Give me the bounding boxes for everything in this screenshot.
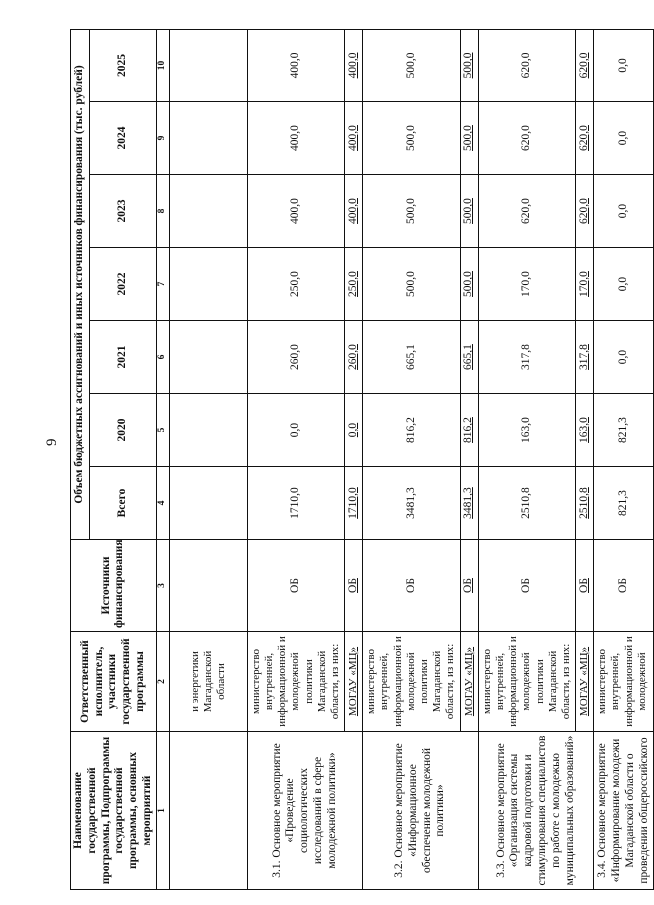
row-source: ОБ [478,540,575,632]
column-number: 2 [156,632,169,732]
page-number: 9 [44,438,60,446]
row-sub-value: 500,0 [460,248,478,321]
row-sub-responsible: МОГАУ «МЦ» [460,632,478,732]
column-number: 10 [156,29,169,101]
row-value: 0,0 [594,248,654,321]
row-value: 0,0 [594,321,654,394]
row-sub-value: 250,0 [345,248,363,321]
row-value: 0,0 [247,394,344,467]
row-sub-value: 1710,0 [345,467,363,540]
column-number: 7 [156,248,169,321]
header-col-responsible: Ответственный исполнитель, участники государственной программы [71,632,157,732]
row-value [169,321,247,394]
row-responsible: министерство внутренней, информационной и молодежной политики Магаданской области, из них: [478,632,575,732]
row-sub-value: 317,8 [576,321,594,394]
column-number: 8 [156,175,169,248]
row-value: 3481,3 [363,467,460,540]
row-value: 620,0 [478,175,575,248]
header-funding-title: Объем бюджетных ассигнований и иных источников финансирования (тыс. рублей) [71,29,90,539]
row-value: 400,0 [247,29,344,101]
row-sub-value: 500,0 [460,29,478,101]
row-sub-source: ОБ [460,540,478,632]
row-value: 620,0 [478,29,575,101]
row-value [169,102,247,175]
row-value: 0,0 [594,29,654,101]
row-sub-value: 3481,3 [460,467,478,540]
row-responsible: министерство внутренней, информационной и молодежной политики Магаданской области, из них: [363,632,460,732]
row-sub-source: ОБ [345,540,363,632]
row-value [169,467,247,540]
header-year-2021: 2021 [89,321,156,394]
row-sub-responsible: МОГАУ «МЦ» [345,632,363,732]
row-value: 816,2 [363,394,460,467]
row-sub-responsible: МОГАУ «МЦ» [576,632,594,732]
table-row-continuation [169,29,247,889]
row-source: ОБ [247,540,344,632]
row-value: 400,0 [247,175,344,248]
row-sub-value: 620,0 [576,175,594,248]
row-sub-value: 0,0 [345,394,363,467]
row-sub-value: 163,0 [576,394,594,467]
row-sub-value: 170,0 [576,248,594,321]
row-value: 821,3 [594,467,654,540]
row-value [169,248,247,321]
column-number: 4 [156,467,169,540]
header-year-2023: 2023 [89,175,156,248]
header-year-2022: 2022 [89,248,156,321]
row-value: 500,0 [363,29,460,101]
row-value: 170,0 [478,248,575,321]
column-number: 3 [156,540,169,632]
funding-table-page [70,30,650,890]
row-source [169,540,247,632]
row-sub-value: 620,0 [576,102,594,175]
row-value: 0,0 [594,102,654,175]
header-col-source: Источники финансирования [71,540,157,632]
header-year-total: Всего [89,467,156,540]
row-sub-value: 665,1 [460,321,478,394]
row-source: ОБ [594,540,654,632]
row-sub-value: 400,0 [345,175,363,248]
table-row-3-4 [594,29,654,889]
row-value: 250,0 [247,248,344,321]
row-value: 500,0 [363,102,460,175]
column-number: 5 [156,394,169,467]
table-row-3-1 [247,29,344,889]
header-row-top [71,29,90,889]
header-col-name: Наименование государственной программы, Подпрограммы государственной программы, основных мероприятий [71,732,157,890]
row-value [169,394,247,467]
table-row-3-3 [478,29,575,889]
row-name: 3.2. Основное мероприятие «Информационное обеспечение молодежной политики» [363,732,479,890]
row-name: 3.1. Основное мероприятие «Проведение социологических исследований в сфере молодежной политики» [247,732,363,890]
row-sub-value: 400,0 [345,29,363,101]
row-value: 0,0 [594,175,654,248]
row-sub-value: 2510,8 [576,467,594,540]
row-value: 317,8 [478,321,575,394]
row-value: 163,0 [478,394,575,467]
column-number: 9 [156,102,169,175]
row-value: 1710,0 [247,467,344,540]
row-value: 500,0 [363,248,460,321]
row-responsible: и энергетики Магаданской области [169,632,247,732]
row-source: ОБ [363,540,460,632]
row-sub-value: 500,0 [460,175,478,248]
row-value: 620,0 [478,102,575,175]
row-sub-value: 816,2 [460,394,478,467]
row-name: 3.3. Основное мероприятие «Организация системы кадровой подготовки и стимулирования специалистов по работе с молодежью муниципальных образований» [478,732,594,890]
column-number: 6 [156,321,169,394]
column-number: 1 [156,732,169,890]
row-sub-value: 400,0 [345,102,363,175]
row-sub-source: ОБ [576,540,594,632]
row-value: 821,3 [594,394,654,467]
row-sub-value: 620,0 [576,29,594,101]
row-sub-value: 500,0 [460,102,478,175]
row-value: 400,0 [247,102,344,175]
row-responsible: министерство внутренней, информационной и молодежной [594,632,654,732]
row-value: 2510,8 [478,467,575,540]
header-year-2025: 2025 [89,29,156,101]
header-year-2024: 2024 [89,102,156,175]
row-value [169,29,247,101]
row-sub-value: 260,0 [345,321,363,394]
row-responsible: министерство внутренней, информационной и молодежной политики Магаданской области, из них: [247,632,344,732]
header-year-2020: 2020 [89,394,156,467]
row-value [169,175,247,248]
row-name: 3.4. Основное мероприятие «Информирование молодежи Магаданской области о проведении общероссийского [594,732,654,890]
row-value: 665,1 [363,321,460,394]
row-value: 500,0 [363,175,460,248]
funding-table [70,29,654,890]
header-column-numbers [156,29,169,889]
row-value: 260,0 [247,321,344,394]
table-row-3-2 [363,29,460,889]
row-name [169,732,247,890]
